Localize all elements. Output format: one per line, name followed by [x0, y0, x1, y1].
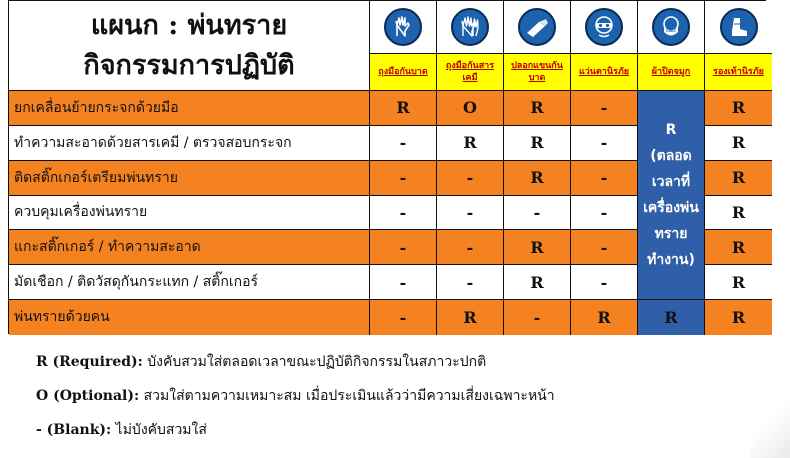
requirement-cell: -: [571, 230, 638, 265]
face-mask-merged-cell: [638, 91, 705, 300]
merged-line: R: [665, 122, 677, 139]
activity-label: ทำความสะอาดด้วยสารเคมี / ตรวจสอบกระจก: [9, 126, 370, 161]
merged-line: ทำงาน): [647, 252, 695, 269]
requirement-cell: -: [571, 196, 638, 231]
ppe-label-6: รองเท้านิรภัย: [705, 54, 772, 91]
ppe-label-1: ถุงมือกันบาด: [370, 54, 437, 91]
legend-required: [36, 351, 486, 373]
requirement-cell: R: [705, 126, 772, 161]
activity-label: มัดเชือก / ติดวัสดุกันกระแทก / สติ๊กเกอร์: [9, 265, 370, 300]
requirement-cell: -: [504, 300, 571, 335]
department-title: แผนก : พ่นทราย: [90, 9, 288, 41]
requirement-cell: -: [370, 161, 437, 196]
merged-line: (ตลอด: [650, 148, 692, 165]
ppe-label-4: แว่นตานิรภัย: [571, 54, 638, 91]
requirement-cell: R: [705, 161, 772, 196]
legend-optional: [36, 385, 555, 407]
cut-resistant-gloves-icon: [384, 8, 422, 46]
page-curl-shadow: [750, 398, 790, 458]
ppe-icon-cell-4: [571, 1, 638, 54]
ppe-label-3: ปลอกแขนกันบาด: [504, 54, 571, 91]
ppe-label-2: ถุงมือกันสารเคมี: [437, 54, 504, 91]
legend-key: R (Required):: [36, 354, 143, 370]
ppe-label-5: ผ้าปิดจมูก: [638, 54, 705, 91]
requirement-cell: R: [571, 300, 638, 335]
requirement-cell: R: [705, 196, 772, 231]
ppe-icon-cell-1: [370, 1, 437, 54]
table-title: [9, 1, 370, 91]
requirement-cell: -: [571, 91, 638, 126]
requirement-cell: R: [437, 300, 504, 335]
requirement-cell: -: [370, 230, 437, 265]
requirement-cell: R: [504, 265, 571, 300]
requirement-cell: -: [571, 161, 638, 196]
ppe-icon-cell-2: [437, 1, 504, 54]
chemical-gloves-icon: [451, 8, 489, 46]
ppe-icon-cell-6: [705, 1, 772, 54]
requirement-cell: -: [437, 161, 504, 196]
requirement-cell: -: [571, 265, 638, 300]
requirement-cell: R: [504, 230, 571, 265]
requirement-cell: R: [370, 91, 437, 126]
requirement-cell: -: [437, 196, 504, 231]
activity-label: ติดสติ๊กเกอร์เตรียมพ่นทราย: [9, 161, 370, 196]
requirement-cell: R: [504, 126, 571, 161]
legend-key: O (Optional):: [36, 388, 140, 404]
ppe-icon-cell-3: [504, 1, 571, 54]
activity-label: ยกเคลื่อนย้ายกระจกด้วยมือ: [9, 91, 370, 126]
safety-goggles-icon: [585, 8, 623, 46]
requirement-cell: O: [437, 91, 504, 126]
requirement-cell: -: [370, 265, 437, 300]
merged-line: ทราย: [654, 226, 688, 243]
arm-sleeve-icon: [518, 8, 556, 46]
requirement-cell: R: [705, 91, 772, 126]
requirement-cell: -: [370, 126, 437, 161]
merged-line: เวลาที่: [651, 174, 691, 191]
requirement-cell: -: [437, 230, 504, 265]
legend-text: ไม่บังคับสวมใส่: [115, 422, 207, 438]
ppe-icon-cell-5: [638, 1, 705, 54]
merged-line: เครื่องพ่น: [643, 200, 699, 217]
face-mask-icon: [652, 8, 690, 46]
requirement-cell: -: [370, 196, 437, 231]
activity-label: แกะสติ๊กเกอร์ / ทำความสะอาด: [9, 230, 370, 265]
activity-label: พ่นทรายด้วยคน: [9, 300, 370, 335]
requirement-cell: R: [437, 126, 504, 161]
requirement-cell: -: [504, 196, 571, 231]
requirement-cell: R: [504, 91, 571, 126]
requirement-cell: -: [370, 300, 437, 335]
requirement-cell: -: [437, 265, 504, 300]
legend-text: สวมใส่ตามความเหมาะสม เมื่อประเมินแล้วว่ามีความเสี่ยงเฉพาะหน้า: [143, 388, 555, 404]
legend-key: - (Blank):: [36, 422, 112, 438]
requirement-cell: R: [638, 300, 705, 335]
requirement-cell: R: [705, 230, 772, 265]
safety-boots-icon: [720, 8, 758, 46]
requirement-cell: R: [705, 300, 772, 335]
legend-blank: [36, 419, 207, 441]
requirement-cell: -: [571, 126, 638, 161]
activity-title: กิจกรรมการปฏิบัติ: [83, 49, 295, 81]
requirement-cell: R: [705, 265, 772, 300]
legend-text: บังคับสวมใส่ตลอดเวลาขณะปฏิบัติกิจกรรมในสภาวะปกติ: [147, 354, 487, 370]
activity-label: ควบคุมเครื่องพ่นทราย: [9, 196, 370, 231]
ppe-matrix-table: [8, 0, 766, 334]
requirement-cell: R: [504, 161, 571, 196]
